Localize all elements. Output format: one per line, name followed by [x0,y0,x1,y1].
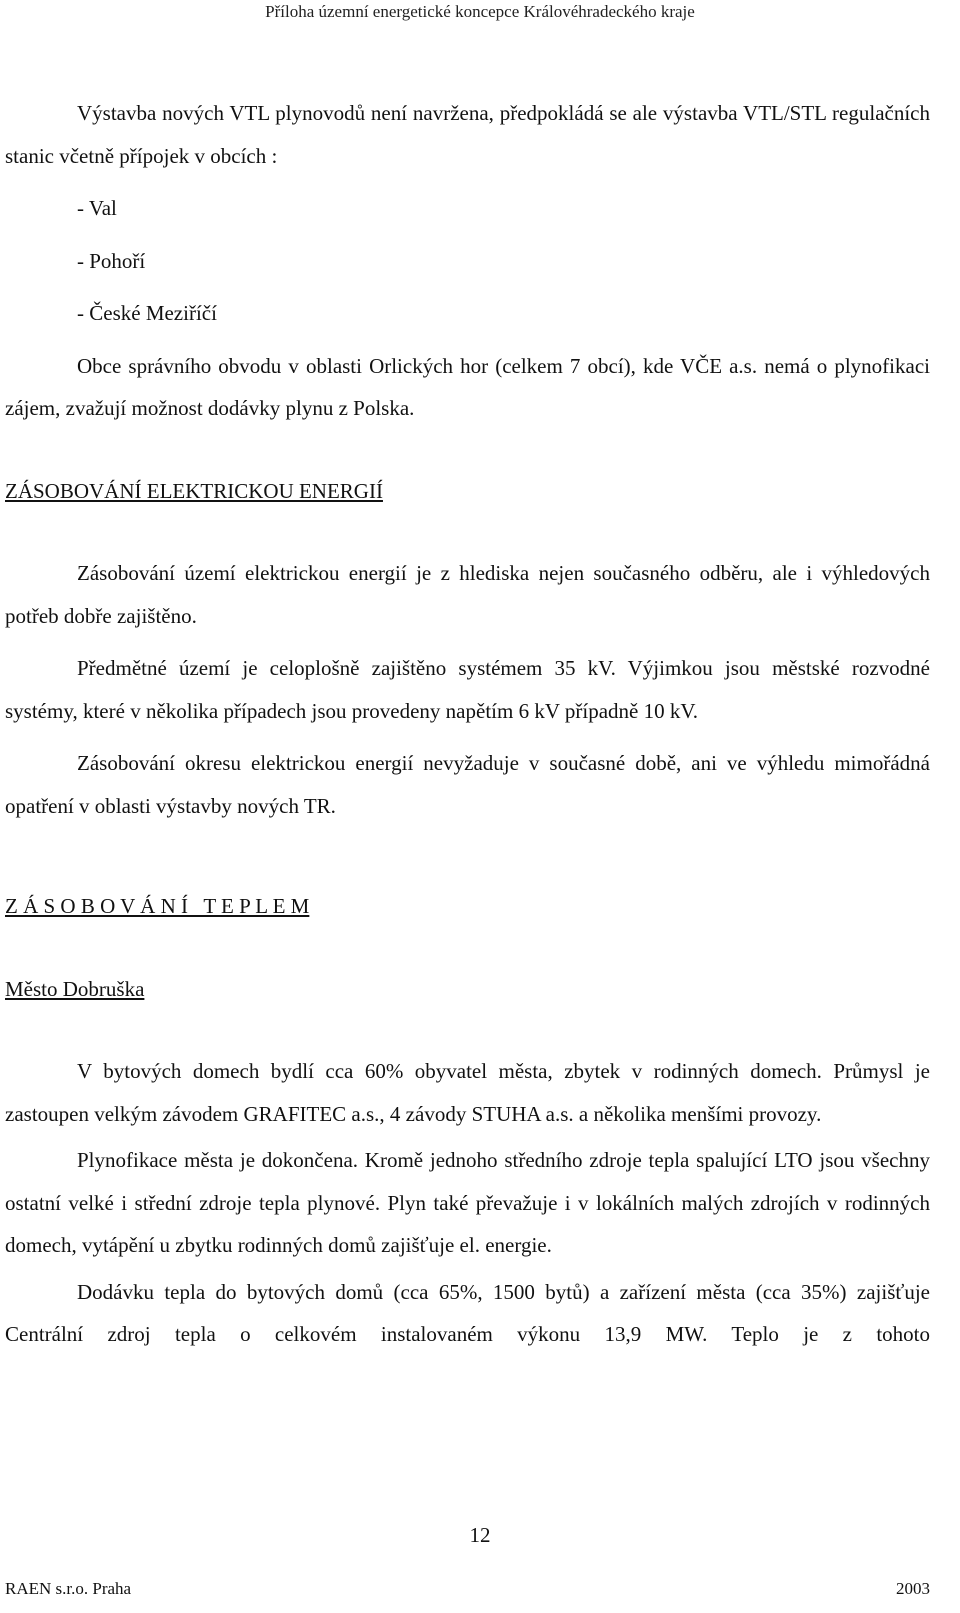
heat-paragraph: Plynofikace města je dokončena. Kromě jednoho středního zdroje tepla spalující LTO jsou všechny ostatní velké i střední zdroje tepla plynové. Plyn také převažuje i v lokálních malých zdrojích v rodinných domech, vytápění u zbytku rodinných domů zajišťuje el. energie. [5,1148,930,1257]
village-list-item: - Val [77,196,117,220]
footer-year: 2003 [896,1579,930,1598]
electricity-paragraph: Předmětné území je celoplošně zajištěno systémem 35 kV. Výjimkou jsou městské rozvodné systémy, které v několika případech jsou provedeny napětím 6 kV případně 10 kV. [5,656,930,723]
page-number: 12 [469,1523,491,1547]
page-header: Příloha územní energetické koncepce Královéhradeckého kraje [265,2,695,21]
town-subheading: Město Dobruška [5,976,145,1001]
electricity-heading: ZÁSOBOVÁNÍ ELEKTRICKOU ENERGIÍ [5,478,383,503]
gas-intro-paragraph: Výstavba nových VTL plynovodů není navržena, předpokládá se ale výstavba VTL/STL regulačních stanic včetně přípojek v obcích : [5,101,930,168]
electricity-paragraph: Zásobování území elektrickou energií je z hlediska nejen současného odběru, ale i výhledových potřeb dobře zajištěno. [5,561,930,628]
electricity-paragraph: Zásobování okresu elektrickou energií nevyžaduje v současné době, ani ve výhledu mimořádná opatření v oblasti výstavby nových TR. [5,751,930,818]
village-list-item: - Pohoří [77,248,146,273]
heat-paragraph: V bytových domech bydlí cca 60% obyvatel města, zbytek v rodinných domech. Průmysl je zastoupen velkým závodem GRAFITEC a.s., 4 závody STUHA a.s. a několika menšími provozy. [5,1059,930,1126]
heat-heading: Z Á S O B O V Á N Í T E P L E M [5,894,310,918]
gas-note-paragraph: Obce správního obvodu v oblasti Orlických hor (celkem 7 obcí), kde VČE a.s. nemá o plynofikaci zájem, zvažují možnost dodávky plynu z Polska. [5,353,930,420]
document-body [5,92,930,1356]
village-list-item: - České Meziříčí [77,301,217,325]
footer-company: RAEN s.r.o. Praha [5,1579,132,1598]
heat-paragraph: Dodávku tepla do bytových domů (cca 65%, 1500 bytů) a zařízení města (cca 35%) zajišťuje Centrální zdroj tepla o celkovém instalovaném výkonu 13,9 MW. Teplo je z tohoto [5,1279,930,1346]
